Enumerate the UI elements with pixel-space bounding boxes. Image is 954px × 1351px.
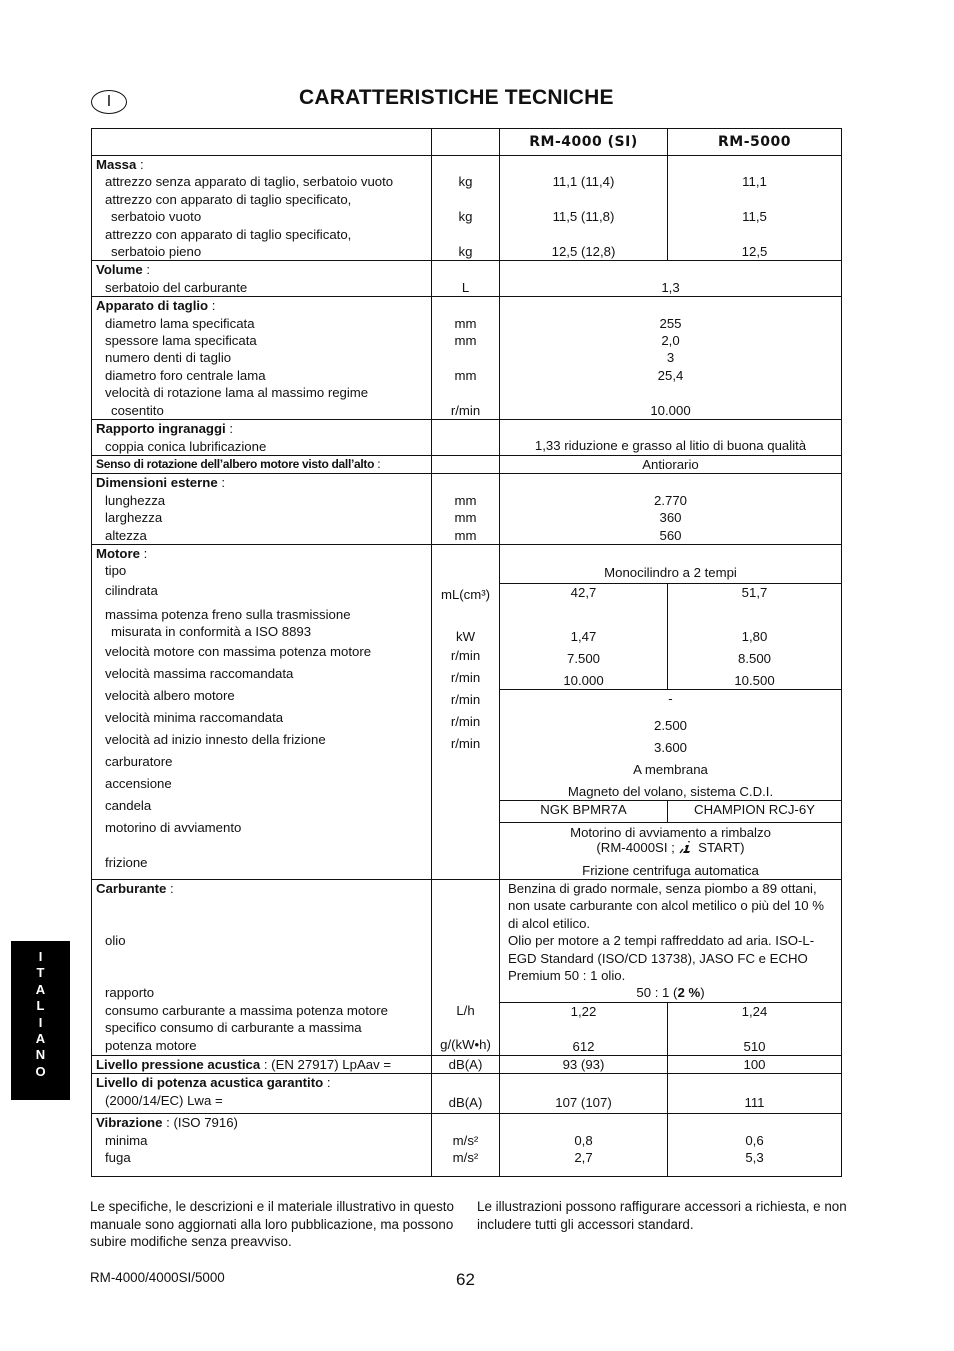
value: Motorino di avviamento a rimbalzo <box>570 824 771 840</box>
language-marker: I <box>91 90 127 114</box>
value-cell-rm4000 <box>500 1055 668 1073</box>
value: 1,47 <box>570 628 597 644</box>
unit-cell <box>432 297 500 420</box>
label-suffix: : <box>208 298 216 314</box>
value: Benzina di grado normale, senza piombo a 89 ottani, non usate carburante con alcol metilico o più del 10 % di alcol etilico. <box>508 880 824 931</box>
value-cell-shared <box>500 712 842 734</box>
label-suffix: : (EN 27917) LpAav = <box>260 1056 392 1072</box>
side-tab-letter: T <box>36 965 45 981</box>
section-label: Livello pressione acustica <box>96 1056 261 1072</box>
value: 360 <box>659 510 682 526</box>
value-cell-rm4000 <box>500 645 668 667</box>
page-number: 62 <box>456 1270 475 1289</box>
value: 1,33 riduzione e grasso al litio di buona qualità <box>534 438 807 454</box>
value: 111 <box>744 1094 765 1110</box>
row-label: numero denti di taglio <box>105 350 232 366</box>
value-cell-rm4000 <box>500 1114 668 1177</box>
value-part: 50 : 1 ( <box>636 985 678 1001</box>
value-cell-shared <box>500 420 842 456</box>
unit: r/min <box>450 736 481 752</box>
value: Magneto del volano, sistema C.D.I. <box>567 783 774 799</box>
unit-cell <box>432 544 500 879</box>
unit: mm <box>454 527 477 543</box>
value: 2.500 <box>653 717 687 733</box>
section-label: Volume <box>96 262 143 278</box>
value-cell-rm5000 <box>668 1074 842 1114</box>
table-row <box>92 261 842 297</box>
unit-cell <box>432 420 500 456</box>
value: 1,80 <box>741 628 768 644</box>
row-label: attrezzo con apparato di taglio specificato, <box>105 226 352 242</box>
value-cell-shared <box>500 778 842 801</box>
value: 510 <box>743 1038 766 1054</box>
unit: kg <box>458 174 473 190</box>
value: 0,6 <box>745 1132 764 1148</box>
footer-note-left: Le specifiche, le descrizioni e il materiale illustrativo in questo manuale sono aggiornati alla loro pubblicazione, ma possono subire modifiche senza preavviso. <box>90 1199 454 1250</box>
motore-label-cell <box>92 544 432 879</box>
value: 2,0 <box>661 333 680 349</box>
row-label: velocità di rotazione lama al massimo regime <box>105 385 369 401</box>
spec-table <box>91 128 842 1177</box>
unit: m/s² <box>452 1150 479 1166</box>
value-cell-rm5000 <box>668 583 842 606</box>
value-cell-rm4000 <box>500 606 668 645</box>
page-title: CARATTERISTICHE TECNICHE <box>299 86 614 109</box>
row-label: velocità ad inizio innesto della frizione <box>105 731 326 747</box>
value: 10.000 <box>650 402 691 418</box>
value: 51,7 <box>741 584 768 600</box>
volume-label-cell <box>92 261 432 297</box>
unit: mm <box>454 315 477 331</box>
row-label: fuga <box>105 1150 131 1166</box>
model-header-rm4000: RM-4000 (SI) <box>500 129 668 156</box>
side-tab-letter: O <box>35 1063 46 1079</box>
value-cell-shared <box>500 689 842 712</box>
value-cell-shared <box>500 756 842 778</box>
table-row <box>92 1114 842 1177</box>
section-label: Motore <box>96 545 140 561</box>
value-part: ) <box>700 985 705 1001</box>
unit-cell <box>432 156 500 261</box>
value: 25,4 <box>657 367 684 383</box>
table-header-row <box>92 129 842 156</box>
unit: L <box>461 279 470 295</box>
value: 107 (107) <box>555 1094 612 1110</box>
value-cell-rm5000 <box>668 667 842 690</box>
table-row <box>92 879 842 984</box>
section-label: Livello di potenza acustica garantito <box>96 1075 324 1091</box>
unit: mm <box>454 510 477 526</box>
value: 10.000 <box>563 672 604 688</box>
row-label: larghezza <box>105 510 163 526</box>
table-row <box>92 156 842 261</box>
label-suffix: : <box>136 157 144 172</box>
value: 5,3 <box>745 1150 764 1166</box>
dimensioni-label-cell <box>92 474 432 545</box>
value-cell-rm4000 <box>500 583 668 606</box>
unit-cell <box>432 261 500 297</box>
unit: kW <box>455 628 476 644</box>
section-label: Senso di rotazione dell’albero motore visto dall’alto <box>96 456 375 471</box>
table-row <box>92 474 842 545</box>
value-cell-rm5000 <box>668 1114 842 1177</box>
value: 7.500 <box>566 650 600 666</box>
table-row <box>92 1074 842 1114</box>
section-label: Dimensioni esterne <box>96 475 218 491</box>
row-label: serbatoio del carburante <box>105 279 248 295</box>
value: Frizione centrifuga automatica <box>582 862 759 878</box>
row-label: serbatoio pieno <box>111 244 202 260</box>
unit-cell <box>432 879 500 1055</box>
model-header-rm5000: RM-5000 <box>668 129 842 156</box>
value: 2,7 <box>574 1150 593 1166</box>
value: 255 <box>659 315 682 331</box>
value-cell-shared <box>500 261 842 297</box>
value-cell-rm4000 <box>500 1002 668 1055</box>
unit: mm <box>454 367 477 383</box>
table-row <box>92 420 842 456</box>
value-cell-rm5000 <box>668 1002 842 1055</box>
section-label: Carburante <box>96 880 167 896</box>
unit: r/min <box>450 714 481 730</box>
unit: mm <box>454 492 477 508</box>
label-suffix: : <box>217 475 225 491</box>
row-label: frizione <box>105 854 148 870</box>
label-suffix: : <box>323 1075 331 1091</box>
value: 93 (93) <box>562 1056 605 1072</box>
value-part: 2 % <box>677 985 701 1001</box>
unit: mL(cm³) <box>440 586 491 602</box>
massa-label-cell <box>92 156 432 261</box>
potenza-acustica-label-cell <box>92 1074 432 1114</box>
side-tab-letter: A <box>35 981 46 997</box>
section-label: Massa <box>96 157 137 172</box>
senso-label-cell <box>92 455 432 473</box>
row-label: massima potenza freno sulla trasmissione <box>105 606 351 622</box>
unit: r/min <box>450 402 481 418</box>
value-cell-shared <box>500 822 842 859</box>
value: 2.770 <box>653 492 687 508</box>
value-part: START) <box>698 839 745 855</box>
unit: dB(A) <box>448 1094 483 1110</box>
value-cell-shared <box>500 544 842 583</box>
row-label: motorino di avviamento <box>105 819 242 835</box>
unit: r/min <box>450 670 481 686</box>
language-side-tab <box>11 941 70 1100</box>
value: A membrana <box>633 761 708 777</box>
side-tab-letter: I <box>38 1014 43 1030</box>
value-cell-rm5000 <box>668 1055 842 1073</box>
unit: mm <box>454 333 477 349</box>
row-label: misurata in conformità a ISO 8893 <box>111 624 312 640</box>
row-label: potenza motore <box>105 1037 197 1053</box>
value: 1,24 <box>741 1003 768 1019</box>
unit: kg <box>458 209 473 225</box>
value: NGK BPMR7A <box>540 801 627 817</box>
value: 11,5 <box>742 209 767 225</box>
value-cell-rm4000 <box>500 800 668 822</box>
unit: r/min <box>450 648 481 664</box>
value <box>500 840 841 857</box>
row-label: velocità motore con massima potenza motore <box>105 643 372 659</box>
section-label: Rapporto ingranaggi <box>96 421 226 437</box>
value: 12,5 (12,8) <box>551 243 616 259</box>
value: 11,1 (11,4) <box>552 174 615 190</box>
value: 560 <box>659 527 682 543</box>
label-suffix: : <box>142 262 150 278</box>
row-label: spessore lama specificata <box>105 333 257 349</box>
row-label: attrezzo senza apparato di taglio, serbatoio vuoto <box>105 174 394 190</box>
value-cell-shared <box>500 859 842 880</box>
unit: m/s² <box>452 1132 479 1148</box>
value-cell-rm5000 <box>668 606 842 645</box>
value: Antiorario <box>642 456 699 472</box>
row-label: accensione <box>105 775 172 791</box>
value: 3 <box>666 350 675 366</box>
value-cell-rm4000 <box>500 156 668 261</box>
value-cell-rm5000 <box>668 800 842 822</box>
table-row <box>92 544 842 583</box>
value-cell-shared <box>500 734 842 756</box>
row-label: attrezzo con apparato di taglio specificato, <box>105 191 352 207</box>
value: 11,5 (11,8) <box>552 209 615 225</box>
side-tab-letter: L <box>36 998 45 1014</box>
row-label: olio <box>105 933 126 949</box>
side-tab-letter: A <box>35 1031 46 1047</box>
unit-cell <box>432 1074 500 1114</box>
value: 1,3 <box>661 279 680 295</box>
table-row <box>92 455 842 473</box>
info-icon <box>679 840 695 857</box>
side-tab-letter: N <box>35 1047 46 1063</box>
vibrazione-label-cell <box>92 1114 432 1177</box>
value: - <box>668 690 673 706</box>
value-cell-shared <box>500 474 842 545</box>
value-cell-rm5000 <box>668 156 842 261</box>
row-label: velocità massima raccomandata <box>105 665 294 681</box>
value: CHAMPION RCJ-6Y <box>694 801 815 817</box>
rapporto-label-cell <box>92 420 432 456</box>
carburante-label-cell <box>92 879 432 1055</box>
label-suffix: : <box>374 456 381 471</box>
row-label: cilindrata <box>105 582 158 598</box>
row-label: cosentito <box>111 402 164 418</box>
table-row <box>92 1055 842 1073</box>
unit: r/min <box>450 692 481 708</box>
value: 1,22 <box>570 1003 597 1019</box>
label-suffix: : <box>166 880 174 896</box>
value-cell-rm4000 <box>500 1074 668 1114</box>
value: Monocilindro a 2 tempi <box>604 564 737 580</box>
pressione-label-cell <box>92 1055 432 1073</box>
table-row <box>92 297 842 420</box>
value: Olio per motore a 2 tempi raffreddato ad aria. ISO-L-EGD Standard (ISO/CD 13738), JASO FC e ECHO Premium 50 : 1 olio. <box>508 933 815 983</box>
row-label: velocità albero motore <box>105 687 235 703</box>
value-cell-shared <box>500 879 842 984</box>
row-label: rapporto <box>105 985 155 1001</box>
section-label: Apparato di taglio <box>96 298 209 314</box>
row-label: (2000/14/EC) Lwa = <box>105 1092 223 1108</box>
unit: L/h <box>456 1002 475 1018</box>
value: 8.500 <box>737 650 771 666</box>
value-cell-shared <box>500 297 842 420</box>
unit: dB(A) <box>448 1056 483 1072</box>
row-label: velocità minima raccomandata <box>105 709 284 725</box>
footer-model: RM-4000/4000SI/5000 <box>90 1270 225 1285</box>
value: 612 <box>572 1038 595 1054</box>
section-label: Vibrazione <box>96 1115 163 1131</box>
value-cell-rm5000 <box>668 645 842 667</box>
row-label: altezza <box>105 527 147 543</box>
row-label: carburatore <box>105 753 173 769</box>
value: 10.500 <box>734 672 775 688</box>
value: 0,8 <box>574 1132 593 1148</box>
unit-cell <box>432 455 500 473</box>
unit-cell <box>432 474 500 545</box>
unit-cell <box>432 1114 500 1177</box>
value-cell-shared <box>500 984 842 1002</box>
row-label: minima <box>105 1132 148 1148</box>
row-label: diametro lama specificata <box>105 315 255 331</box>
row-label: serbatoio vuoto <box>111 209 202 225</box>
value: 42,7 <box>570 584 597 600</box>
row-label: lunghezza <box>105 492 166 508</box>
label-suffix: : (ISO 7916) <box>162 1115 238 1131</box>
value-cell-shared <box>500 455 842 473</box>
side-tab-letter: I <box>38 949 43 964</box>
unit: kg <box>458 243 473 259</box>
value-cell-rm4000 <box>500 667 668 690</box>
row-label: coppia conica lubrificazione <box>105 438 267 454</box>
row-label: tipo <box>105 563 127 579</box>
row-label: diametro foro centrale lama <box>105 367 266 383</box>
header-blank <box>92 129 432 156</box>
header-blank <box>432 129 500 156</box>
label-suffix: : <box>139 545 148 561</box>
value: 11,1 <box>742 174 767 190</box>
apparato-label-cell <box>92 297 432 420</box>
footer-note-right: Le illustrazioni possono raffigurare accessori a richiesta, e non includere tutti gli accessori standard. <box>477 1199 847 1232</box>
unit: g/(kW•h) <box>440 1037 491 1053</box>
row-label: specifico consumo di carburante a massima <box>105 1020 362 1036</box>
value: 12,5 <box>741 243 768 259</box>
value: 100 <box>743 1056 766 1072</box>
row-label: consumo carburante a massima potenza motore <box>105 1002 388 1018</box>
unit-cell <box>432 1055 500 1073</box>
value <box>500 984 841 1001</box>
label-suffix: : <box>225 421 234 437</box>
value-part: (RM-4000SI ; <box>596 839 675 855</box>
value: 3.600 <box>653 739 687 755</box>
row-label: candela <box>105 797 152 813</box>
